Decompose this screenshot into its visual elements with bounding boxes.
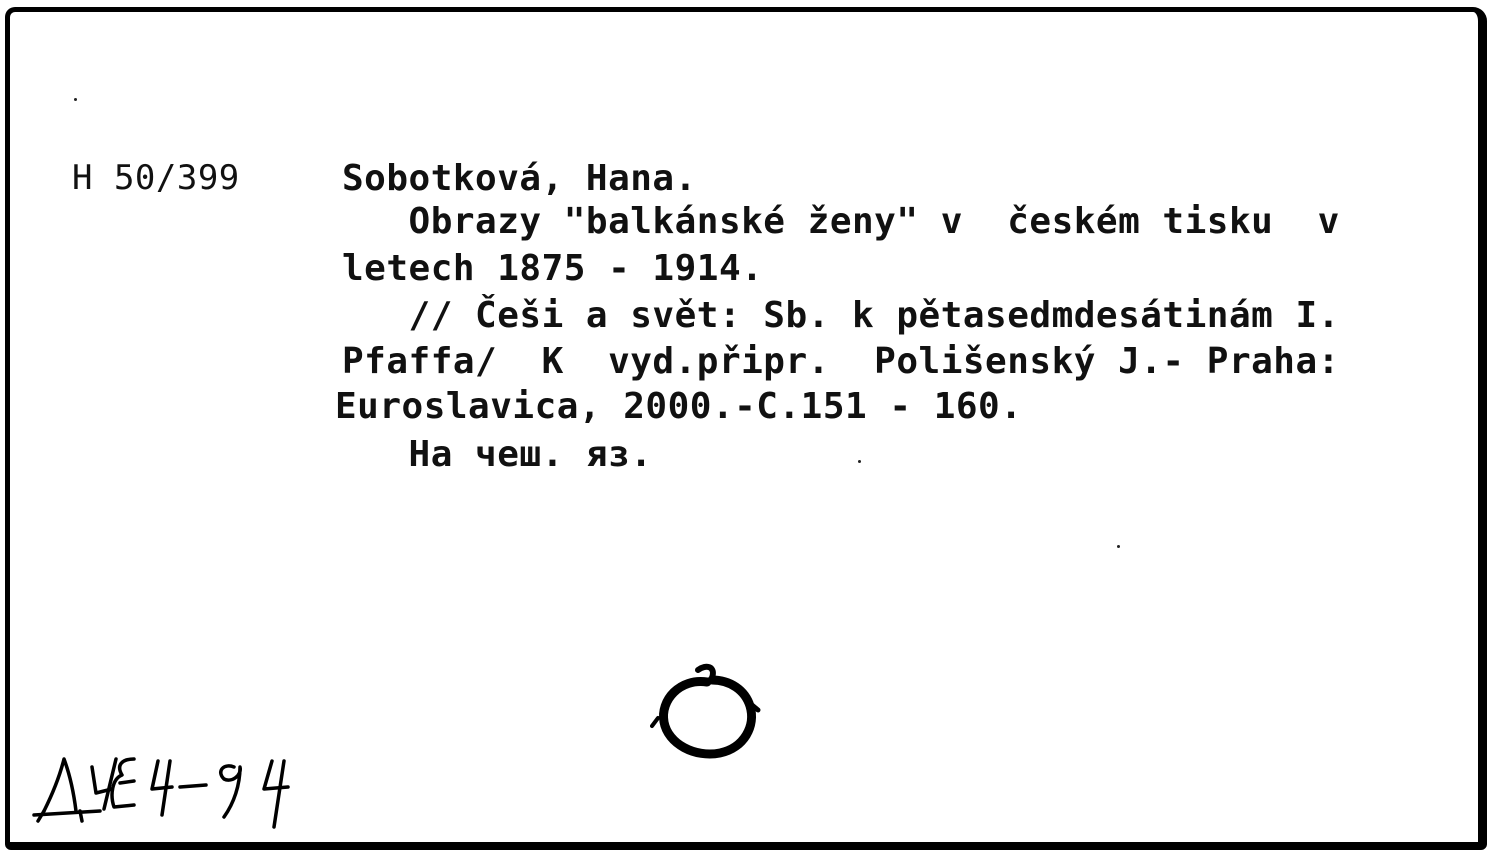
- card-line-publisher: Euroslavica, 2000.-C.151 - 160.: [335, 386, 1023, 427]
- card-line-language: На чеш. яз.: [342, 434, 653, 475]
- shelf-mark: H 50/399: [72, 158, 240, 198]
- speck: [1117, 545, 1120, 548]
- speck: [74, 98, 77, 101]
- card-line-series: // Češi a svět: Sb. k pětasedmdesátinám I.: [342, 295, 1340, 336]
- card-line-title: Obrazy "balkánské ženy" v českém tisku v: [342, 201, 1340, 242]
- card-line-title-cont: letech 1875 - 1914.: [342, 248, 764, 289]
- card-line-author: Sobotková, Hana.: [342, 158, 697, 199]
- speck: [858, 460, 861, 463]
- handwritten-catalog-number: [30, 745, 330, 830]
- card-line-editor: Pfaffa/ K vyd.připr. Polišenský J.- Praha:: [342, 341, 1340, 382]
- ring-stamp-mark: [650, 660, 765, 765]
